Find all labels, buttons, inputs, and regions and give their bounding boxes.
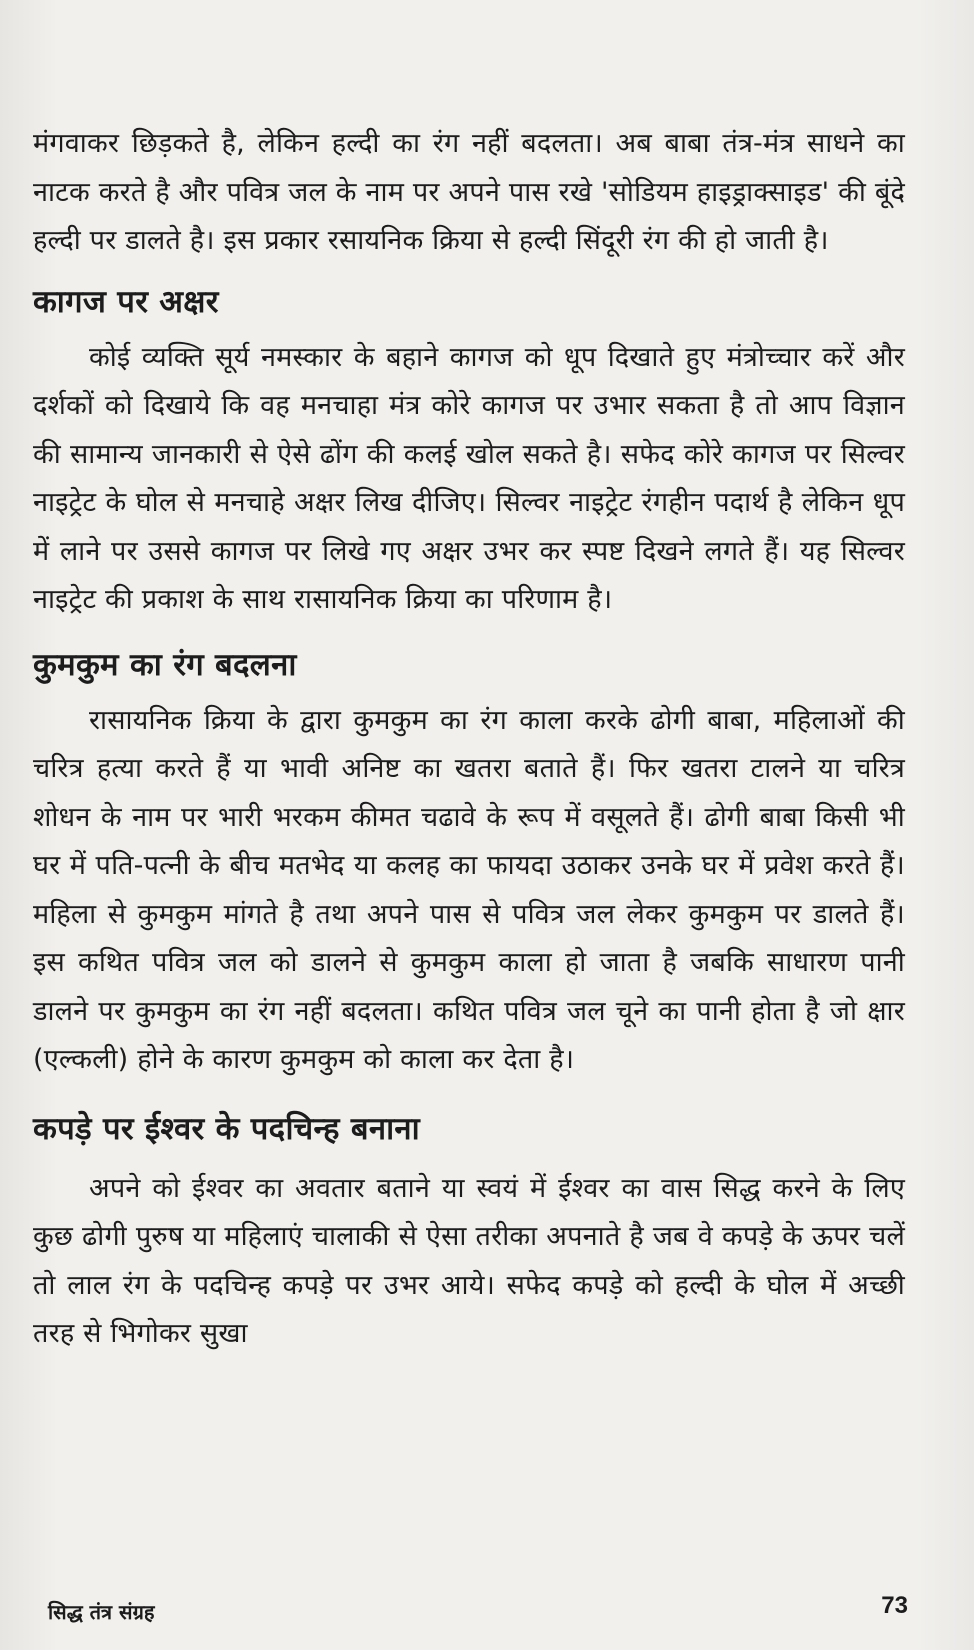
section-heading-kumkum-color: कुमकुम का रंग बदलना <box>33 646 297 683</box>
page-number: 73 <box>881 1592 908 1619</box>
paragraph-kumkum-color: रासायनिक क्रिया के द्वारा कुमकुम का रंग काला करके ढोगी बाबा, महिलाओं की चरित्र हत्या करते हैं या भावी अनिष्ट का खतरा बताते हैं। फिर खतरा टालने या चरित्र शोधन के नाम पर भारी भरकम कीमत चढावे के रूप में वसूलते हैं। ढोगी बाबा किसी भी घर में पति-पत्नी के बीच मतभेद या कलह का फायदा उठाकर उनके घर में प्रवेश करते हैं। महिला से कुमकुम मांगते है तथा अपने पास से पवित्र जल लेकर कुमकुम पर डालते हैं। इस कथित पवित्र जल को डालने से कुमकुम काला हो जाता है जबकि साधारण पानी डालने पर कुमकुम का रंग नहीं बदलता। कथित पवित्र जल चूने का पानी होता है जो क्षार (एल्कली) होने के कारण कुमकुम को काला कर देता है। <box>33 704 905 1075</box>
page-footer <box>48 1592 908 1632</box>
section-heading-paper-letters: कागज पर अक्षर <box>33 283 219 320</box>
book-title: सिद्ध तंत्र संग्रह <box>48 1600 155 1624</box>
section-heading-footprints: कपड़े पर ईश्वर के पदचिन्ह बनाना <box>33 1110 420 1147</box>
paragraph-footprints: अपने को ईश्वर का अवतार बताने या स्वयं में ईश्वर का वास सिद्ध करने के लिए कुछ ढोगी पुरुष या महिलाएं चालाकी से ऐसा तरीका अपनाते है जब वे कपड़े के ऊपर चलें तो लाल रंग के पदचिन्ह कपड़े पर उभर आये। सफेद कपड़े को हल्दी के घोल में अच्छी तरह से भिगोकर सुखा <box>33 1172 905 1349</box>
page-content <box>33 120 905 1359</box>
paragraph-paper-letters: कोई व्यक्ति सूर्य नमस्कार के बहाने कागज को धूप दिखाते हुए मंत्रोच्चार करें और दर्शकों को दिखाये कि वह मनचाहा मंत्र कोरे कागज पर उभार सकता है तो आप विज्ञान की सामान्य जानकारी से ऐसे ढोंग की कलई खोल सकते है। सफेद कोरे कागज पर सिल्वर नाइट्रेट के घोल से मनचाहे अक्षर लिख दीजिए। सिल्वर नाइट्रेट रंगहीन पदार्थ है लेकिन धूप में लाने पर उससे कागज पर लिखे गए अक्षर उभर कर स्पष्ट दिखने लगते हैं। यह सिल्वर नाइट्रेट की प्रकाश के साथ रासायनिक क्रिया का परिणाम है। <box>33 341 905 615</box>
intro-paragraph: मंगवाकर छिड़कते है, लेकिन हल्दी का रंग नहीं बदलता। अब बाबा तंत्र-मंत्र साधने का नाटक करते है और पवित्र जल के नाम पर अपने पास रखे 'सोडियम हाइड्राक्साइड' की बूंदे हल्दी पर डालते है। इस प्रकार रसायनिक क्रिया से हल्दी सिंदूरी रंग की हो जाती है। <box>33 128 905 256</box>
